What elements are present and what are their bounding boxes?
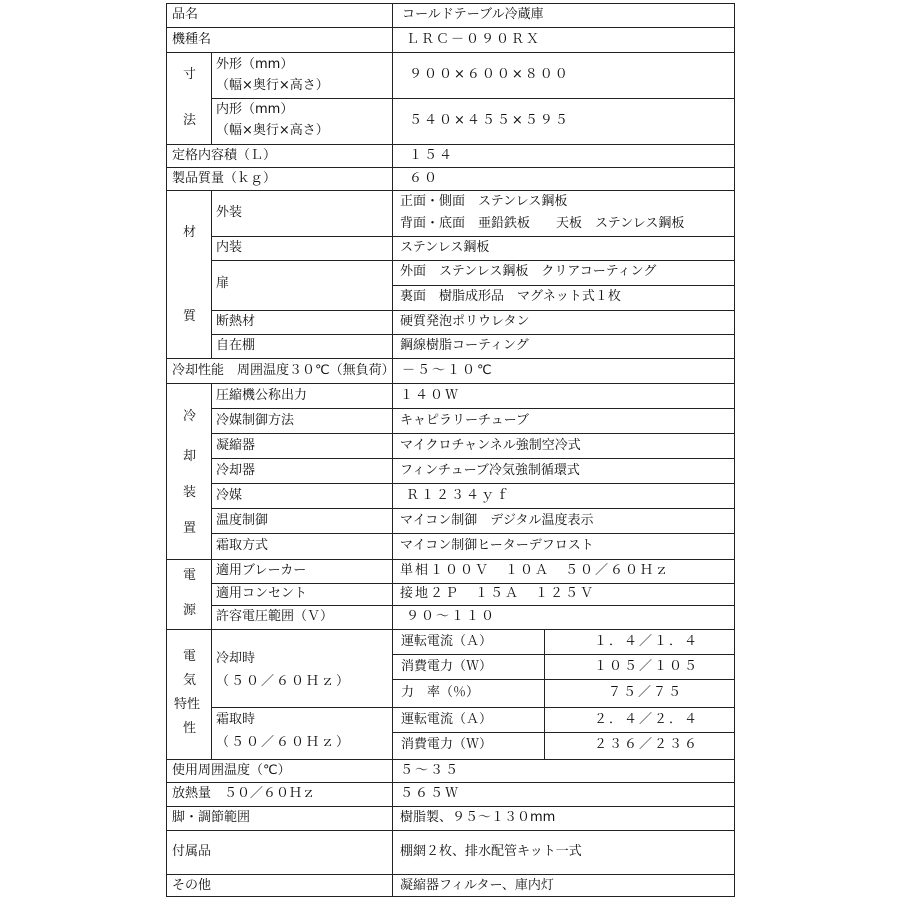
cooling-performance-value: －５～１０℃ xyxy=(402,363,494,378)
outlet-label: 適用コンセント xyxy=(216,586,308,601)
breaker-label: 適用ブレーカー xyxy=(216,563,307,578)
condenser-value: マイクロチャンネル強制空冷式 xyxy=(400,438,581,453)
voltage-range-label: 許容電圧範囲（Ｖ） xyxy=(216,609,334,624)
evaporator-value: フィンチューブ冷気強制循環式 xyxy=(400,463,580,478)
interior-value: ステンレス鋼板 xyxy=(400,240,490,255)
electric-group-char-2: 気 xyxy=(183,673,197,688)
group-divider-power xyxy=(211,559,212,629)
table-border-top xyxy=(166,3,735,4)
row-line xyxy=(166,190,735,191)
compressor-label: 圧縮機公称出力 xyxy=(216,388,308,403)
row-line xyxy=(211,310,735,311)
table-border-left xyxy=(166,3,167,897)
defrost-mode-label-2: （５０／６０Ｈｚ） xyxy=(216,735,352,750)
condenser-label: 凝縮器 xyxy=(216,438,256,453)
refrigerant-value: Ｒ１２３４ｙｆ xyxy=(406,488,512,503)
refrigerant-control-value: キャピラリーチューブ xyxy=(400,413,529,428)
row-line xyxy=(392,732,735,733)
weight-value: ６０ xyxy=(409,171,440,186)
inner-size-value: ５４０×４５５×５９５ xyxy=(409,113,570,128)
accessories-value: 棚網２枚、排水配管キット一式 xyxy=(400,844,582,859)
door-value-1: 外面 ステンレス鋼板 クリアコーティング xyxy=(400,264,657,279)
electric-group-char-4: 性 xyxy=(183,721,197,736)
row-line xyxy=(211,508,735,509)
power-factor-value: ７５／７５ xyxy=(608,685,684,700)
row-line xyxy=(211,458,735,459)
refrigerant-control-label: 冷媒制御方法 xyxy=(216,413,295,428)
row-line xyxy=(392,679,735,680)
group-divider-material xyxy=(211,190,212,358)
row-line xyxy=(211,483,735,484)
row-line xyxy=(211,583,735,584)
exterior-value-2: 背面・底面 亜鉛鉄板 天板 ステンレス鋼板 xyxy=(400,216,685,231)
electric-group-char-3: 特性 xyxy=(174,697,201,712)
row-line xyxy=(166,874,735,875)
model-label: 機種名 xyxy=(172,32,212,47)
outer-size-label-1: 外形（mm） xyxy=(216,57,294,72)
exterior-label: 外装 xyxy=(216,205,243,220)
cooling-unit-char-2: 却 xyxy=(183,449,197,464)
accessories-label: 付属品 xyxy=(172,844,212,859)
spec-table xyxy=(166,3,735,897)
temp-control-label: 温度制御 xyxy=(216,513,269,528)
power-factor-label: 力 率（％） xyxy=(401,685,480,700)
weight-label: 製品質量（ｋｇ） xyxy=(172,171,277,186)
cooling-unit-char-1: 冷 xyxy=(183,409,197,424)
voltage-range-value: ９０～１１０ xyxy=(406,609,497,624)
shelf-label: 自在棚 xyxy=(216,338,256,353)
power-group-char-1: 電 xyxy=(183,568,197,583)
defrost-method-value: マイコン制御ヒーターデフロスト xyxy=(400,538,594,553)
interior-label: 内装 xyxy=(216,240,243,255)
ambient-temp-value: ５～３５ xyxy=(400,763,461,778)
group-divider-electric xyxy=(211,629,212,759)
inner-size-label-1: 内形（mm） xyxy=(216,102,294,117)
row-line xyxy=(166,167,735,168)
row-line xyxy=(166,806,735,807)
capacity-value: １５４ xyxy=(409,148,455,163)
evaporator-label: 冷却器 xyxy=(216,463,256,478)
row-line xyxy=(211,260,735,261)
heat-output-label: 放熱量 ５０／６０Ｈｚ xyxy=(172,786,316,801)
outer-size-value: ９００×６００×８００ xyxy=(409,67,570,82)
material-group-char-2: 質 xyxy=(183,309,197,324)
electric-sub-divider xyxy=(544,629,545,759)
row-line xyxy=(211,605,735,606)
row-line xyxy=(392,654,735,655)
defrost-power-label: 消費電力（Ｗ） xyxy=(401,737,493,752)
insulation-value: 硬質発泡ポリウレタン xyxy=(400,314,530,329)
material-group-char-1: 材 xyxy=(183,225,197,240)
door-label: 扉 xyxy=(216,276,230,291)
inner-size-label-2: （幅×奥行×高さ） xyxy=(216,123,329,138)
shelf-value: 鋼線樹脂コーティング xyxy=(400,338,529,353)
product-value: コールドテーブル冷蔵庫 xyxy=(402,7,544,22)
defrost-current-value: ２．４／２．４ xyxy=(594,712,700,727)
defrost-current-label: 運転電流（Ａ） xyxy=(401,712,493,727)
defrost-mode-label-1: 霜取時 xyxy=(216,712,256,727)
refrigerant-label: 冷媒 xyxy=(216,488,243,503)
size-group-char-2: 法 xyxy=(183,113,197,128)
electric-group-char-1: 電 xyxy=(183,649,197,664)
breaker-value: 単相１００Ｖ １０Ａ ５０／６０Ｈｚ xyxy=(400,563,671,578)
cooling-mode-label-2: （５０／６０Ｈｚ） xyxy=(216,674,352,689)
row-line xyxy=(211,236,735,237)
defrost-power-value: ２３６／２３６ xyxy=(594,737,700,752)
cooling-mode-label-1: 冷却時 xyxy=(216,651,256,666)
exterior-value-1: 正面・側面 ステンレス鋼板 xyxy=(400,194,568,209)
table-border-right xyxy=(734,3,735,897)
temp-control-value: マイコン制御 デジタル温度表示 xyxy=(400,513,594,528)
row-line xyxy=(211,98,735,99)
heat-output-value: ５６５Ｗ xyxy=(400,786,461,801)
other-value: 凝縮器フィルター、庫内灯 xyxy=(400,878,554,893)
value-column-divider xyxy=(392,3,393,897)
legs-value: 樹脂製、９５～１３０mm xyxy=(400,810,556,825)
row-line xyxy=(166,144,735,145)
table-border-bottom xyxy=(166,896,735,897)
compressor-value: １４０Ｗ xyxy=(400,388,461,403)
model-value: ＬＲＣ－０９０ＲＸ xyxy=(406,32,542,47)
cooling-current-value: １．４／１．４ xyxy=(594,634,700,649)
product-label: 品名 xyxy=(172,7,199,22)
cooling-power-label: 消費電力（Ｗ） xyxy=(401,659,493,674)
other-label: その他 xyxy=(172,878,212,893)
cooling-unit-char-3: 装 xyxy=(183,485,197,500)
cooling-unit-char-4: 置 xyxy=(183,521,197,536)
power-group-char-2: 源 xyxy=(183,603,197,618)
row-line xyxy=(211,433,735,434)
row-line xyxy=(166,52,735,53)
insulation-label: 断熱材 xyxy=(216,314,256,329)
door-value-2: 裏面 樹脂成形品 マグネット式１枚 xyxy=(400,289,621,304)
capacity-label: 定格内容積（Ｌ） xyxy=(172,148,277,163)
outlet-value: 接地２Ｐ １５Ａ １２５Ｖ xyxy=(400,586,596,601)
row-line xyxy=(211,408,735,409)
row-line xyxy=(166,782,735,783)
cooling-current-label: 運転電流（Ａ） xyxy=(401,634,493,649)
row-line xyxy=(211,707,735,708)
row-line xyxy=(166,629,735,630)
row-line xyxy=(166,27,735,28)
row-line xyxy=(166,383,735,384)
ambient-temp-label: 使用周囲温度（℃） xyxy=(172,763,291,778)
size-group-char-1: 寸 xyxy=(183,67,197,82)
row-line xyxy=(166,559,735,560)
row-line xyxy=(166,830,735,831)
row-line xyxy=(211,533,735,534)
row-line xyxy=(211,334,735,335)
row-line xyxy=(166,759,735,760)
outer-size-label-2: （幅×奥行×高さ） xyxy=(216,78,329,93)
defrost-method-label: 霜取方式 xyxy=(216,538,269,553)
cooling-performance-label: 冷却性能 周囲温度３０℃（無負荷） xyxy=(172,363,395,378)
row-line xyxy=(166,358,735,359)
legs-label: 脚・調節範囲 xyxy=(172,810,251,825)
row-line xyxy=(392,285,735,286)
cooling-power-value: １０５／１０５ xyxy=(594,659,700,674)
